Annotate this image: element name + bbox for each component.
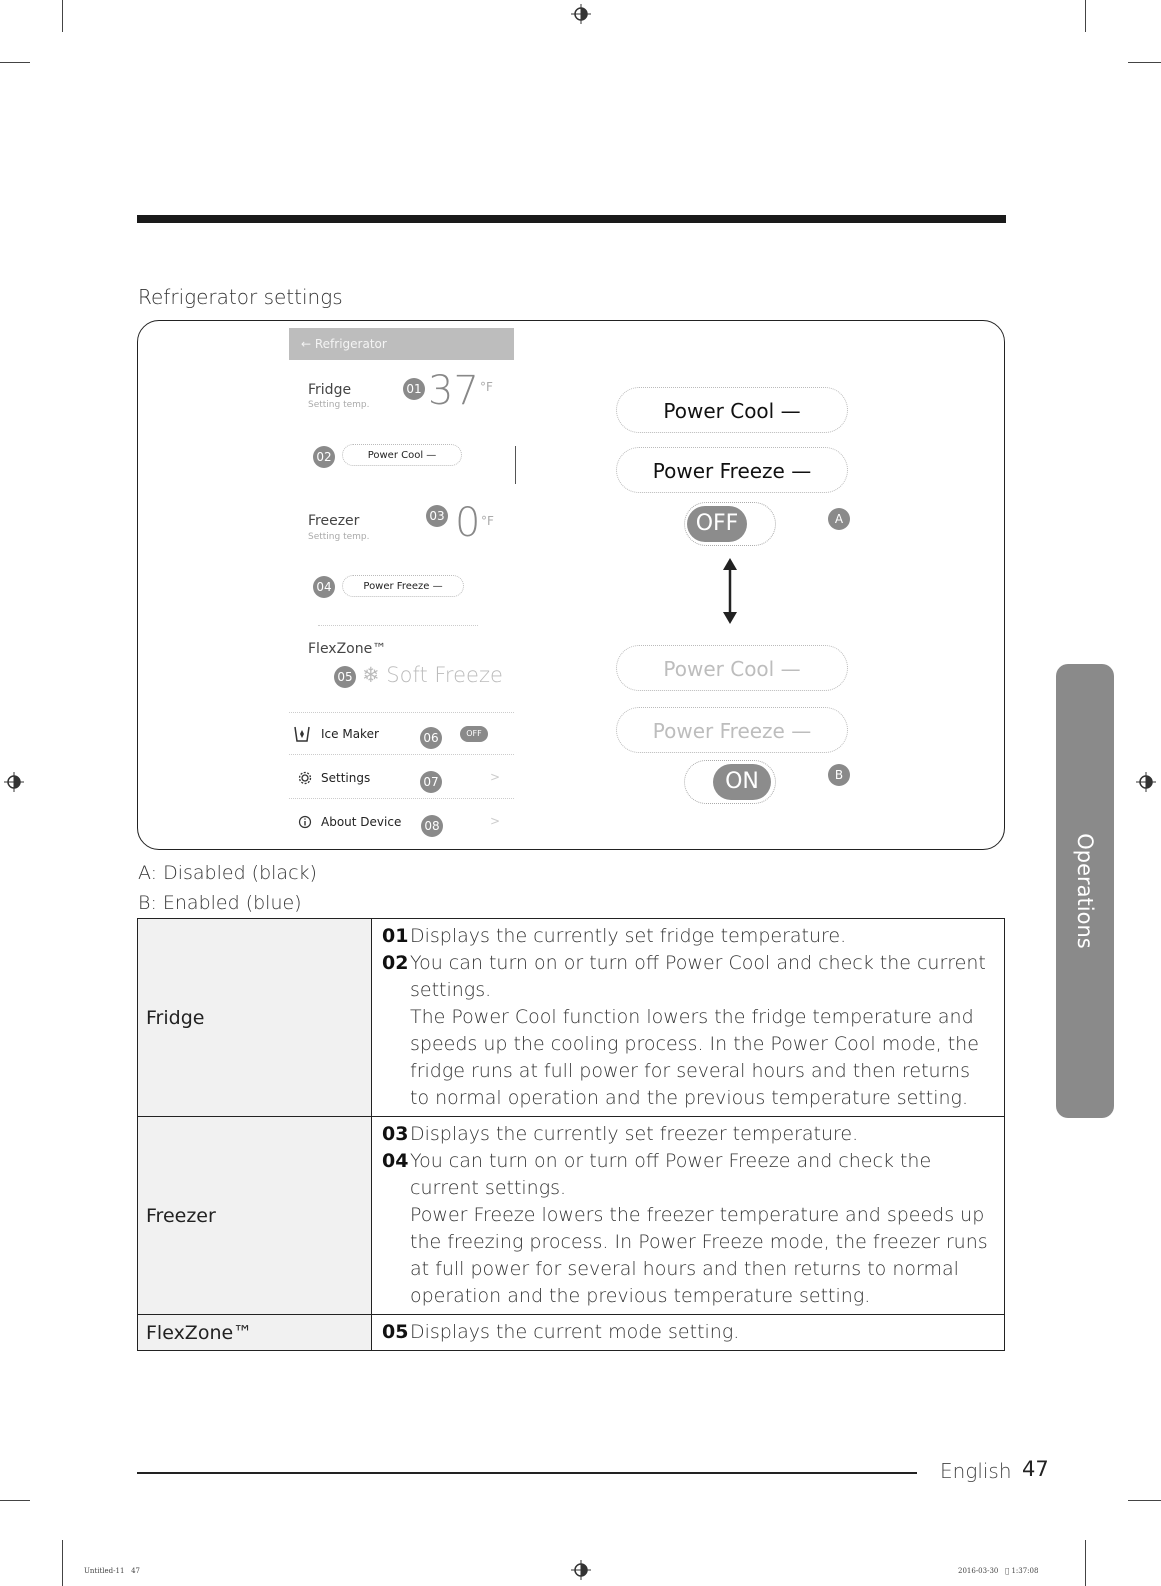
item-text: You can turn on or turn off Power Cool and check the current settings. xyxy=(410,952,986,1001)
crop-mark xyxy=(1085,1540,1086,1586)
row-head-flexzone: FlexZone™ xyxy=(138,1315,372,1351)
badge-a: A xyxy=(828,508,850,530)
side-tab-label xyxy=(1056,664,1114,1118)
footer-rule xyxy=(137,1472,917,1474)
fridge-temp-value[interactable]: 37 xyxy=(428,368,479,414)
freezer-setting-temp: Setting temp. xyxy=(308,532,370,542)
phone-header[interactable]: ← Refrigerator xyxy=(289,328,514,360)
ice-maker-toggle[interactable]: OFF xyxy=(460,726,488,742)
flexzone-label: FlexZone™ xyxy=(308,641,387,657)
crop-mark xyxy=(0,62,30,63)
item-number: 05 xyxy=(382,1321,409,1343)
badge-05: 05 xyxy=(334,666,356,688)
crop-mark xyxy=(1128,1500,1161,1501)
row-body-fridge xyxy=(372,919,1005,1117)
caption-a: A: Disabled (black) xyxy=(138,862,317,884)
caption-b: B: Enabled (blue) xyxy=(138,892,302,914)
soft-freeze-mode[interactable]: ❄ Soft Freeze xyxy=(362,663,503,687)
registration-mark-icon xyxy=(1136,772,1156,792)
registration-mark-icon xyxy=(4,772,24,792)
off-toggle[interactable]: OFF xyxy=(687,506,747,542)
power-freeze-small-button[interactable]: Power Freeze — xyxy=(342,575,464,597)
info-icon xyxy=(298,815,312,829)
section-title: Refrigerator settings xyxy=(138,285,343,309)
item-text: Displays the currently set fridge temperature. xyxy=(410,925,847,947)
footer-language: English xyxy=(940,1459,1012,1483)
list-item xyxy=(382,1319,994,1346)
badge-01: 01 xyxy=(403,378,425,400)
side-tab-text: Operations xyxy=(1073,833,1097,949)
list-item xyxy=(382,1121,994,1148)
page-number: 47 xyxy=(1022,1457,1049,1481)
crop-mark xyxy=(1128,62,1161,63)
crop-mark xyxy=(62,1540,63,1586)
list-item xyxy=(382,1148,994,1202)
settings-label: Settings xyxy=(321,771,371,785)
badge-03: 03 xyxy=(426,505,448,527)
freezer-label: Freezer xyxy=(308,513,360,529)
row-body-freezer xyxy=(372,1117,1005,1315)
crop-mark xyxy=(0,1500,30,1501)
badge-b: B xyxy=(828,764,850,786)
ice-maker-icon xyxy=(293,725,311,743)
scroll-indicator xyxy=(515,446,516,484)
row-body-flexzone xyxy=(372,1315,1005,1351)
table-row xyxy=(138,1117,1005,1315)
item-text: Displays the currently set freezer temperature. xyxy=(410,1123,859,1145)
item-number: 01 xyxy=(382,925,409,947)
print-file-info: Untitled-11 47 xyxy=(84,1567,140,1575)
badge-02: 02 xyxy=(313,446,335,468)
divider xyxy=(289,754,514,755)
fridge-label: Fridge xyxy=(308,382,352,398)
table-row xyxy=(138,919,1005,1117)
power-cool-small-button[interactable]: Power Cool — xyxy=(342,444,462,466)
table-row xyxy=(138,1315,1005,1351)
power-cool-enabled-button[interactable]: Power Cool — xyxy=(616,645,848,691)
divider xyxy=(289,712,514,713)
about-device-label: About Device xyxy=(321,815,402,829)
item-number: 02 xyxy=(382,952,409,974)
row-head-freezer: Freezer xyxy=(138,1117,372,1315)
double-arrow-icon xyxy=(719,556,741,626)
power-freeze-enabled-button[interactable]: Power Freeze — xyxy=(616,707,848,753)
item-number: 04 xyxy=(382,1150,409,1172)
list-item xyxy=(382,1004,994,1112)
row-head-fridge: Fridge xyxy=(138,919,372,1117)
item-text: You can turn on or turn off Power Freeze and check the current settings. xyxy=(410,1150,932,1199)
item-text: Power Freeze lowers the freezer temperature and speeds up the freezing process. In Power Freeze mode, the freezer runs at full power for several hours and then returns to normal operation and the previous temperature setting. xyxy=(410,1204,988,1307)
fridge-setting-temp: Setting temp. xyxy=(308,400,370,410)
ice-maker-label: Ice Maker xyxy=(321,727,379,741)
crop-mark xyxy=(1085,0,1086,32)
print-date-info: 2016-03-30   1:37:08 xyxy=(958,1567,1039,1575)
divider xyxy=(289,798,514,799)
item-number: 03 xyxy=(382,1123,409,1145)
freezer-temp-unit: °F xyxy=(481,514,494,528)
about-chevron-icon[interactable]: > xyxy=(490,814,501,828)
crop-mark xyxy=(62,0,63,32)
registration-mark-icon xyxy=(571,4,591,24)
badge-06: 06 xyxy=(420,727,442,749)
gear-icon xyxy=(298,771,312,785)
header-rule xyxy=(137,215,1006,223)
on-toggle[interactable]: ON xyxy=(713,764,771,800)
item-text: The Power Cool function lowers the fridge temperature and speeds up the cooling process. In the Power Cool mode, the fridge runs at full power for several hours and then returns to normal operation and the previous temperature setting. xyxy=(410,1006,979,1109)
registration-mark-icon xyxy=(571,1560,591,1580)
fridge-temp-unit: °F xyxy=(480,380,493,394)
settings-chevron-icon[interactable]: > xyxy=(490,770,501,784)
badge-04: 04 xyxy=(313,576,335,598)
freezer-temp-value[interactable]: 0 xyxy=(455,500,481,546)
info-table xyxy=(137,918,1005,1351)
power-freeze-disabled-button[interactable]: Power Freeze — xyxy=(616,447,848,493)
badge-08: 08 xyxy=(421,815,443,837)
power-cool-disabled-button[interactable]: Power Cool — xyxy=(616,387,848,433)
list-item xyxy=(382,950,994,1004)
item-text: Displays the current mode setting. xyxy=(410,1321,740,1343)
divider xyxy=(318,625,478,626)
badge-07: 07 xyxy=(420,771,442,793)
list-item xyxy=(382,1202,994,1310)
list-item xyxy=(382,923,994,950)
settings-figure xyxy=(137,320,1005,850)
